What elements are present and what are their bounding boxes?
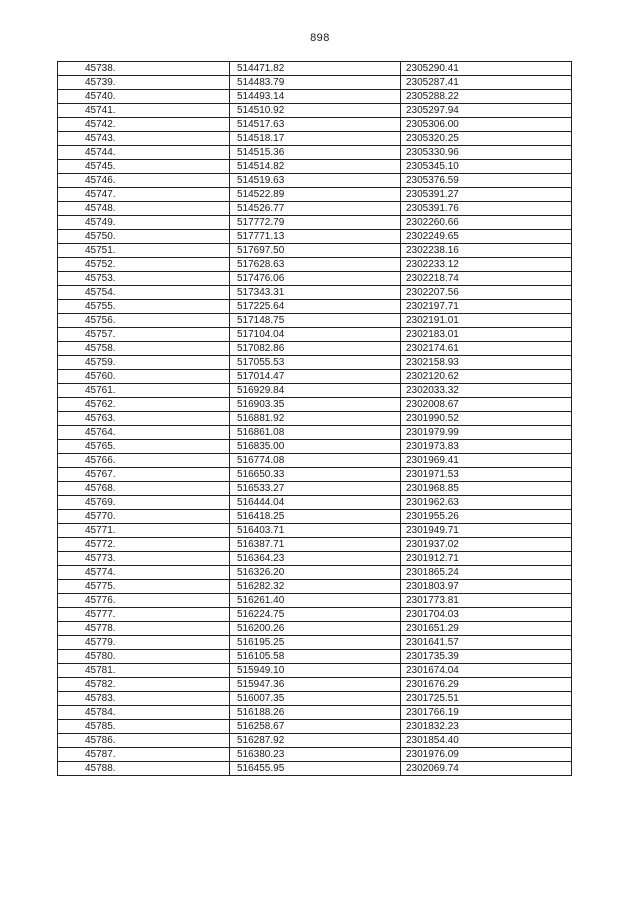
point-index-cell: 45754. [58,286,230,300]
x-coordinate-cell: 514515.36 [230,146,401,160]
y-coordinate-cell: 2302218.74 [401,272,572,286]
table-row [58,314,572,328]
table-row [58,664,572,678]
point-index-cell: 45776. [58,594,230,608]
table-row [58,118,572,132]
point-index-cell: 45785. [58,720,230,734]
x-coordinate-cell: 516444.04 [230,496,401,510]
table-row [58,650,572,664]
table-row [58,342,572,356]
x-coordinate-cell: 514519.63 [230,174,401,188]
table-row [58,104,572,118]
point-index-cell: 45756. [58,314,230,328]
y-coordinate-cell: 2301971.53 [401,468,572,482]
point-index-cell: 45784. [58,706,230,720]
x-coordinate-cell: 514518.17 [230,132,401,146]
point-index-cell: 45774. [58,566,230,580]
y-coordinate-cell: 2301979.99 [401,426,572,440]
y-coordinate-cell: 2302191.01 [401,314,572,328]
point-index-cell: 45753. [58,272,230,286]
point-index-cell: 45788. [58,762,230,776]
x-coordinate-cell: 514510.92 [230,104,401,118]
x-coordinate-cell: 517772.79 [230,216,401,230]
point-index-cell: 45768. [58,482,230,496]
table-row [58,580,572,594]
table-row [58,552,572,566]
y-coordinate-cell: 2301651.29 [401,622,572,636]
y-coordinate-cell: 2301641.57 [401,636,572,650]
y-coordinate-cell: 2301962.63 [401,496,572,510]
table-row [58,412,572,426]
table-row [58,496,572,510]
y-coordinate-cell: 2302008.67 [401,398,572,412]
point-index-cell: 45752. [58,258,230,272]
x-coordinate-cell: 517697.50 [230,244,401,258]
y-coordinate-cell: 2305345.10 [401,160,572,174]
table-row [58,216,572,230]
y-coordinate-cell: 2302249.65 [401,230,572,244]
table-row [58,468,572,482]
x-coordinate-cell: 516007.35 [230,692,401,706]
y-coordinate-cell: 2302158.93 [401,356,572,370]
x-coordinate-cell: 517225.64 [230,300,401,314]
point-index-cell: 45786. [58,734,230,748]
table-row [58,398,572,412]
point-index-cell: 45742. [58,118,230,132]
point-index-cell: 45783. [58,692,230,706]
y-coordinate-cell: 2301865.24 [401,566,572,580]
x-coordinate-cell: 514493.14 [230,90,401,104]
point-index-cell: 45772. [58,538,230,552]
x-coordinate-cell: 515949.10 [230,664,401,678]
point-index-cell: 45762. [58,398,230,412]
x-coordinate-cell: 514483.79 [230,76,401,90]
table-row [58,734,572,748]
y-coordinate-cell: 2301976.09 [401,748,572,762]
x-coordinate-cell: 517771.13 [230,230,401,244]
point-index-cell: 45767. [58,468,230,482]
point-index-cell: 45741. [58,104,230,118]
y-coordinate-cell: 2305288.22 [401,90,572,104]
table-row [58,636,572,650]
table-row [58,356,572,370]
x-coordinate-cell: 516326.20 [230,566,401,580]
point-index-cell: 45771. [58,524,230,538]
x-coordinate-cell: 516282.32 [230,580,401,594]
point-index-cell: 45769. [58,496,230,510]
y-coordinate-cell: 2305297.94 [401,104,572,118]
point-index-cell: 45777. [58,608,230,622]
page-number: 898 [310,32,330,44]
x-coordinate-cell: 516774.08 [230,454,401,468]
point-index-cell: 45787. [58,748,230,762]
point-index-cell: 45766. [58,454,230,468]
table-row [58,510,572,524]
table-row [58,538,572,552]
y-coordinate-cell: 2301912.71 [401,552,572,566]
point-index-cell: 45761. [58,384,230,398]
y-coordinate-cell: 2301803.97 [401,580,572,594]
coordinates-table-body [58,62,572,776]
point-index-cell: 45751. [58,244,230,258]
table-row [58,132,572,146]
y-coordinate-cell: 2301969.41 [401,454,572,468]
x-coordinate-cell: 516835.00 [230,440,401,454]
y-coordinate-cell: 2301735.39 [401,650,572,664]
y-coordinate-cell: 2301955.26 [401,510,572,524]
x-coordinate-cell: 514471.82 [230,62,401,76]
x-coordinate-cell: 516418.25 [230,510,401,524]
y-coordinate-cell: 2301704.03 [401,608,572,622]
y-coordinate-cell: 2301854.40 [401,734,572,748]
table-row [58,748,572,762]
y-coordinate-cell: 2302233.12 [401,258,572,272]
x-coordinate-cell: 514514.82 [230,160,401,174]
y-coordinate-cell: 2305287.41 [401,76,572,90]
x-coordinate-cell: 516380.23 [230,748,401,762]
y-coordinate-cell: 2302174.61 [401,342,572,356]
table-row [58,370,572,384]
x-coordinate-cell: 516200.26 [230,622,401,636]
point-index-cell: 45765. [58,440,230,454]
table-row [58,62,572,76]
table-row [58,594,572,608]
y-coordinate-cell: 2302260.66 [401,216,572,230]
y-coordinate-cell: 2302207.56 [401,286,572,300]
point-index-cell: 45775. [58,580,230,594]
x-coordinate-cell: 516364.23 [230,552,401,566]
point-index-cell: 45746. [58,174,230,188]
x-coordinate-cell: 516258.67 [230,720,401,734]
y-coordinate-cell: 2301773.81 [401,594,572,608]
point-index-cell: 45758. [58,342,230,356]
point-index-cell: 45757. [58,328,230,342]
table-row [58,76,572,90]
point-index-cell: 45743. [58,132,230,146]
point-index-cell: 45760. [58,370,230,384]
point-index-cell: 45780. [58,650,230,664]
table-row [58,440,572,454]
y-coordinate-cell: 2305376.59 [401,174,572,188]
x-coordinate-cell: 516224.75 [230,608,401,622]
x-coordinate-cell: 516650.33 [230,468,401,482]
table-row [58,202,572,216]
y-coordinate-cell: 2301990.52 [401,412,572,426]
y-coordinate-cell: 2305330.96 [401,146,572,160]
table-row [58,426,572,440]
table-row [58,706,572,720]
y-coordinate-cell: 2301766.19 [401,706,572,720]
x-coordinate-cell: 516929.84 [230,384,401,398]
table-row [58,482,572,496]
y-coordinate-cell: 2301832.23 [401,720,572,734]
y-coordinate-cell: 2302033.32 [401,384,572,398]
x-coordinate-cell: 516455.95 [230,762,401,776]
x-coordinate-cell: 516195.25 [230,636,401,650]
point-index-cell: 45781. [58,664,230,678]
table-row [58,454,572,468]
y-coordinate-cell: 2301676.29 [401,678,572,692]
point-index-cell: 45747. [58,188,230,202]
table-row [58,384,572,398]
x-coordinate-cell: 514522.89 [230,188,401,202]
x-coordinate-cell: 516287.92 [230,734,401,748]
y-coordinate-cell: 2302197.71 [401,300,572,314]
point-index-cell: 45750. [58,230,230,244]
table-row [58,300,572,314]
x-coordinate-cell: 516533.27 [230,482,401,496]
x-coordinate-cell: 517628.63 [230,258,401,272]
x-coordinate-cell: 516403.71 [230,524,401,538]
table-row [58,174,572,188]
point-index-cell: 45748. [58,202,230,216]
x-coordinate-cell: 517104.04 [230,328,401,342]
point-index-cell: 45764. [58,426,230,440]
table-row [58,258,572,272]
y-coordinate-cell: 2301937.02 [401,538,572,552]
x-coordinate-cell: 516861.08 [230,426,401,440]
table-row [58,160,572,174]
x-coordinate-cell: 514526.77 [230,202,401,216]
x-coordinate-cell: 517476.06 [230,272,401,286]
table-row [58,762,572,776]
y-coordinate-cell: 2302069.74 [401,762,572,776]
y-coordinate-cell: 2301968.85 [401,482,572,496]
y-coordinate-cell: 2301674.04 [401,664,572,678]
table-row [58,524,572,538]
point-index-cell: 45763. [58,412,230,426]
x-coordinate-cell: 514517.63 [230,118,401,132]
x-coordinate-cell: 517148.75 [230,314,401,328]
x-coordinate-cell: 516881.92 [230,412,401,426]
point-index-cell: 45778. [58,622,230,636]
point-index-cell: 45745. [58,160,230,174]
point-index-cell: 45770. [58,510,230,524]
table-row [58,608,572,622]
point-index-cell: 45779. [58,636,230,650]
point-index-cell: 45782. [58,678,230,692]
table-row [58,244,572,258]
y-coordinate-cell: 2301973.83 [401,440,572,454]
y-coordinate-cell: 2305391.27 [401,188,572,202]
y-coordinate-cell: 2301949.71 [401,524,572,538]
x-coordinate-cell: 516105.58 [230,650,401,664]
y-coordinate-cell: 2302183.01 [401,328,572,342]
point-index-cell: 45759. [58,356,230,370]
x-coordinate-cell: 517055.53 [230,356,401,370]
point-index-cell: 45773. [58,552,230,566]
point-index-cell: 45738. [58,62,230,76]
y-coordinate-cell: 2305306.00 [401,118,572,132]
table-row [58,692,572,706]
point-index-cell: 45749. [58,216,230,230]
x-coordinate-cell: 516903.35 [230,398,401,412]
coordinates-table [57,61,572,776]
x-coordinate-cell: 517343.31 [230,286,401,300]
table-row [58,566,572,580]
x-coordinate-cell: 517082.86 [230,342,401,356]
x-coordinate-cell: 516387.71 [230,538,401,552]
y-coordinate-cell: 2305391.76 [401,202,572,216]
x-coordinate-cell: 516188.26 [230,706,401,720]
y-coordinate-cell: 2305320.25 [401,132,572,146]
table-row [58,328,572,342]
point-index-cell: 45744. [58,146,230,160]
y-coordinate-cell: 2301725.51 [401,692,572,706]
point-index-cell: 45740. [58,90,230,104]
x-coordinate-cell: 516261.40 [230,594,401,608]
table-row [58,272,572,286]
y-coordinate-cell: 2302120.62 [401,370,572,384]
x-coordinate-cell: 517014.47 [230,370,401,384]
point-index-cell: 45755. [58,300,230,314]
y-coordinate-cell: 2305290.41 [401,62,572,76]
table-row [58,622,572,636]
table-row [58,678,572,692]
point-index-cell: 45739. [58,76,230,90]
table-row [58,188,572,202]
table-row [58,286,572,300]
table-row [58,90,572,104]
x-coordinate-cell: 515947.36 [230,678,401,692]
y-coordinate-cell: 2302238.16 [401,244,572,258]
table-row [58,146,572,160]
table-row [58,230,572,244]
table-row [58,720,572,734]
